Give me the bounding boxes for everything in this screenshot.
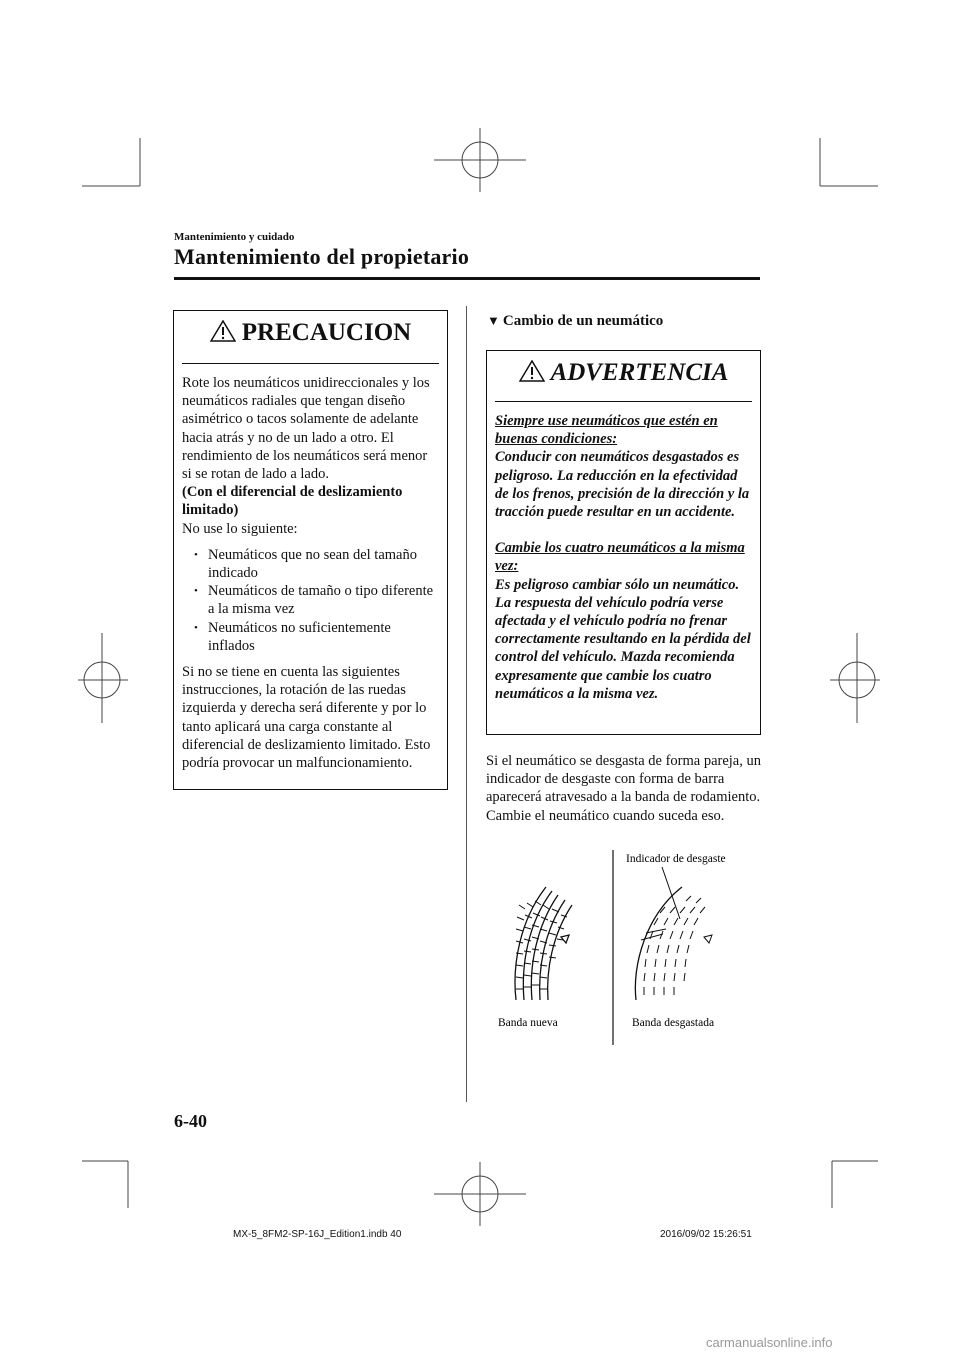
warning-box — [486, 350, 761, 735]
warning-triangle-icon — [519, 360, 545, 389]
registration-mark-top — [434, 128, 526, 192]
subsection-heading — [487, 313, 663, 330]
registration-mark-bottom — [434, 1162, 526, 1226]
watermark: carmanualsonline.info — [706, 1335, 833, 1350]
page-title: Mantenimiento del propietario — [174, 244, 470, 269]
caution-bold-heading: (Con el diferencial de deslizamiento limitado) — [182, 484, 403, 519]
footer-timestamp: 2016/09/02 15:26:51 — [660, 1229, 752, 1240]
warning-heading-1: Siempre use neumáticos que estén en buenas condiciones: — [495, 413, 718, 448]
warning-body — [487, 402, 760, 703]
column-divider — [466, 306, 467, 1102]
list-item: • Neumáticos no suficientemente inflados — [192, 619, 437, 655]
label-worn-tread: Banda desgastada — [632, 1017, 715, 1029]
list-item: • Neumáticos de tamaño o tipo diferente a la misma vez — [192, 582, 437, 618]
footer-filename: MX-5_8FM2-SP-16J_Edition1.indb 40 — [233, 1229, 402, 1240]
caution-paragraph-2: Si no se tiene en cuenta las siguientes instrucciones, la rotación de las ruedas izquierda y derecha será diferente y por lo tanto aplicará una carga constante al diferencial de deslizamiento limitado. Esto podría provocar un malfuncionamiento. — [182, 664, 431, 772]
section-label: Mantenimiento y cuidado — [174, 231, 295, 243]
worn-tread-illustration — [635, 867, 712, 1000]
new-tread-illustration — [515, 887, 572, 1000]
warning-header — [487, 351, 760, 401]
caution-bullet-list — [182, 546, 437, 655]
warning-text-1: Conducir con neumáticos desgastados es peligroso. La reducción en la efectividad de los frenos, precisión de la dirección y la tracción puede resultar en un accidente. — [495, 449, 750, 521]
subsection-heading-text: Cambio de un neumático — [502, 313, 664, 329]
caution-box — [173, 310, 448, 790]
registration-mark-right — [830, 633, 880, 723]
warning-triangle-icon — [210, 320, 236, 349]
down-triangle-icon: ▼ — [487, 313, 500, 328]
list-item: • Neumáticos que no sean del tamaño indicado — [192, 546, 437, 582]
caution-body — [174, 364, 447, 772]
tread-wear-figure — [486, 845, 766, 1050]
warning-title: ADVERTENCIA — [550, 359, 729, 386]
label-new-tread: Banda nueva — [498, 1017, 558, 1029]
label-wear-indicator: Indicador de desgaste — [626, 853, 726, 865]
caution-header — [174, 311, 447, 363]
caution-intro: No use lo siguiente: — [182, 520, 298, 537]
warning-text-2: Es peligroso cambiar sólo un neumático. La respuesta del vehículo podría verse afectada y el vehículo podría no frenar correctamente resultando en la pérdida del control del vehículo. Mazda recomienda expresamente que cambie los cuatro neumáticos a la misma vez. — [495, 576, 751, 702]
caution-title: PRECAUCION — [241, 319, 412, 346]
title-divider — [174, 277, 760, 280]
registration-mark-left — [78, 633, 128, 723]
page-number: 6-40 — [174, 1111, 207, 1131]
body-paragraph: Si el neumático se desgasta de forma pareja, un indicador de desgaste con forma de barra aparecerá atravesado a la banda de rodamiento. Cambie el neumático cuando suceda eso. — [486, 753, 761, 824]
warning-heading-2: Cambie los cuatro neumáticos a la misma vez: — [495, 540, 745, 575]
caution-paragraph-1: Rote los neumáticos unidireccionales y los neumáticos radiales que tengan diseño asimétrico o tacos solamente de adelante hacia atrás y no de un lado a otro. El rendimiento de los neumáticos será menor si se rotan de lado a lado. — [182, 375, 430, 483]
